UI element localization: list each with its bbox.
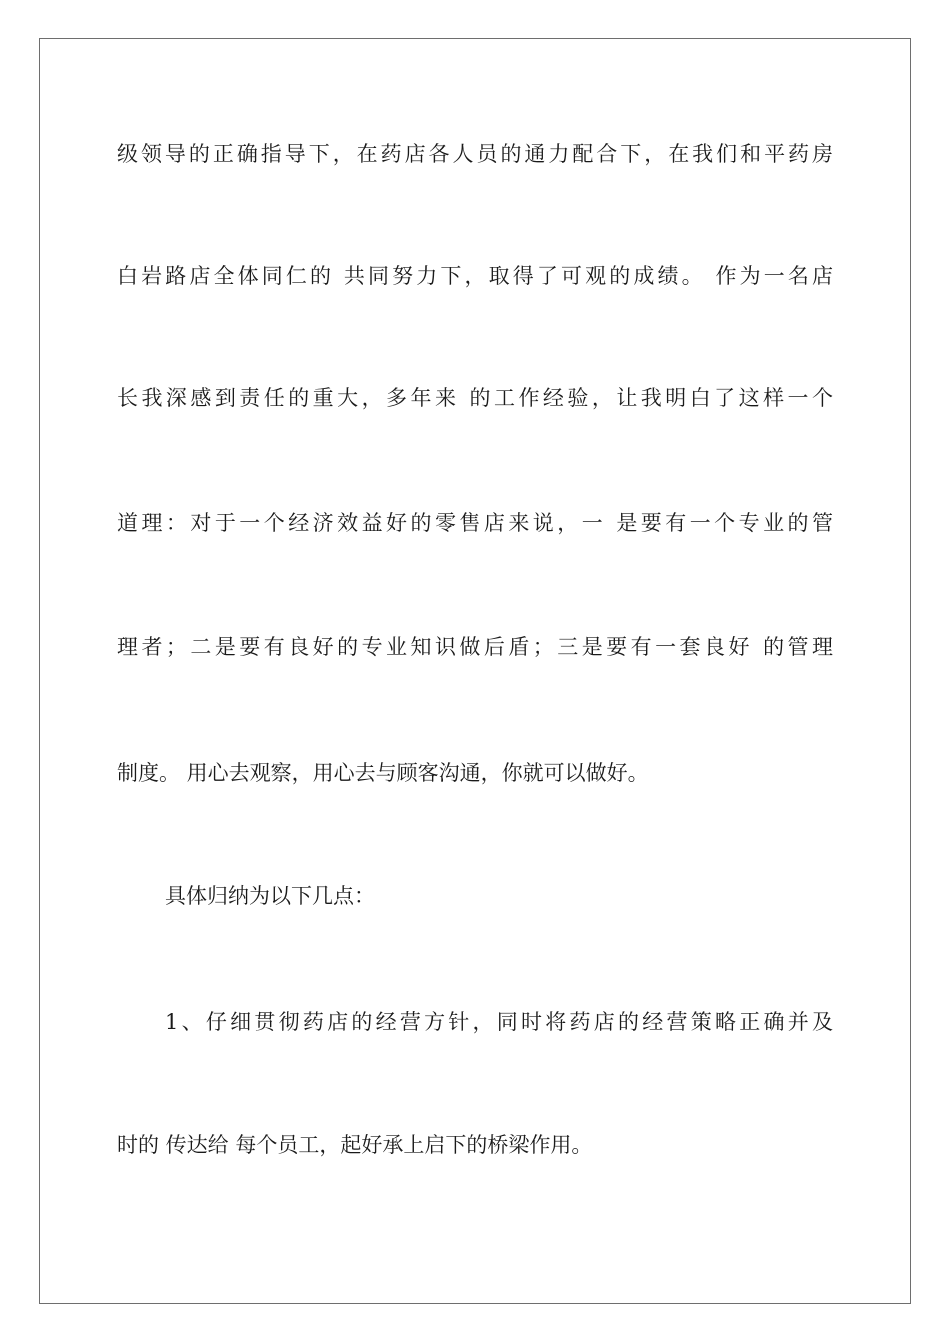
paragraph-line: 级领导的正确指导下，在药店各人员的通力配合下，在我们和平药房	[117, 142, 833, 166]
page-border	[39, 38, 911, 1304]
paragraph-line: 理者；二是要有良好的专业知识做后盾；三是要有一套良好 的管理	[117, 635, 833, 659]
paragraph-line: 道理：对于一个经济效益好的零售店来说，一 是要有一个专业的管	[117, 511, 833, 535]
paragraph-line: 制度。 用心去观察，用心去与顾客沟通，你就可以做好。	[117, 761, 649, 785]
paragraph-line: 长我深感到责任的重大，多年来 的工作经验，让我明白了这样一个	[117, 386, 833, 410]
list-item-line: 1、仔细贯彻药店的经营方针，同时将药店的经营策略正确并及	[165, 1010, 833, 1034]
list-item-line: 时的 传达给 每个员工，起好承上启下的桥梁作用。	[117, 1133, 593, 1157]
section-heading: 具体归纳为以下几点：	[165, 884, 375, 908]
paragraph-line: 白岩路店全体同仁的 共同努力下，取得了可观的成绩。 作为一名店	[117, 264, 833, 288]
